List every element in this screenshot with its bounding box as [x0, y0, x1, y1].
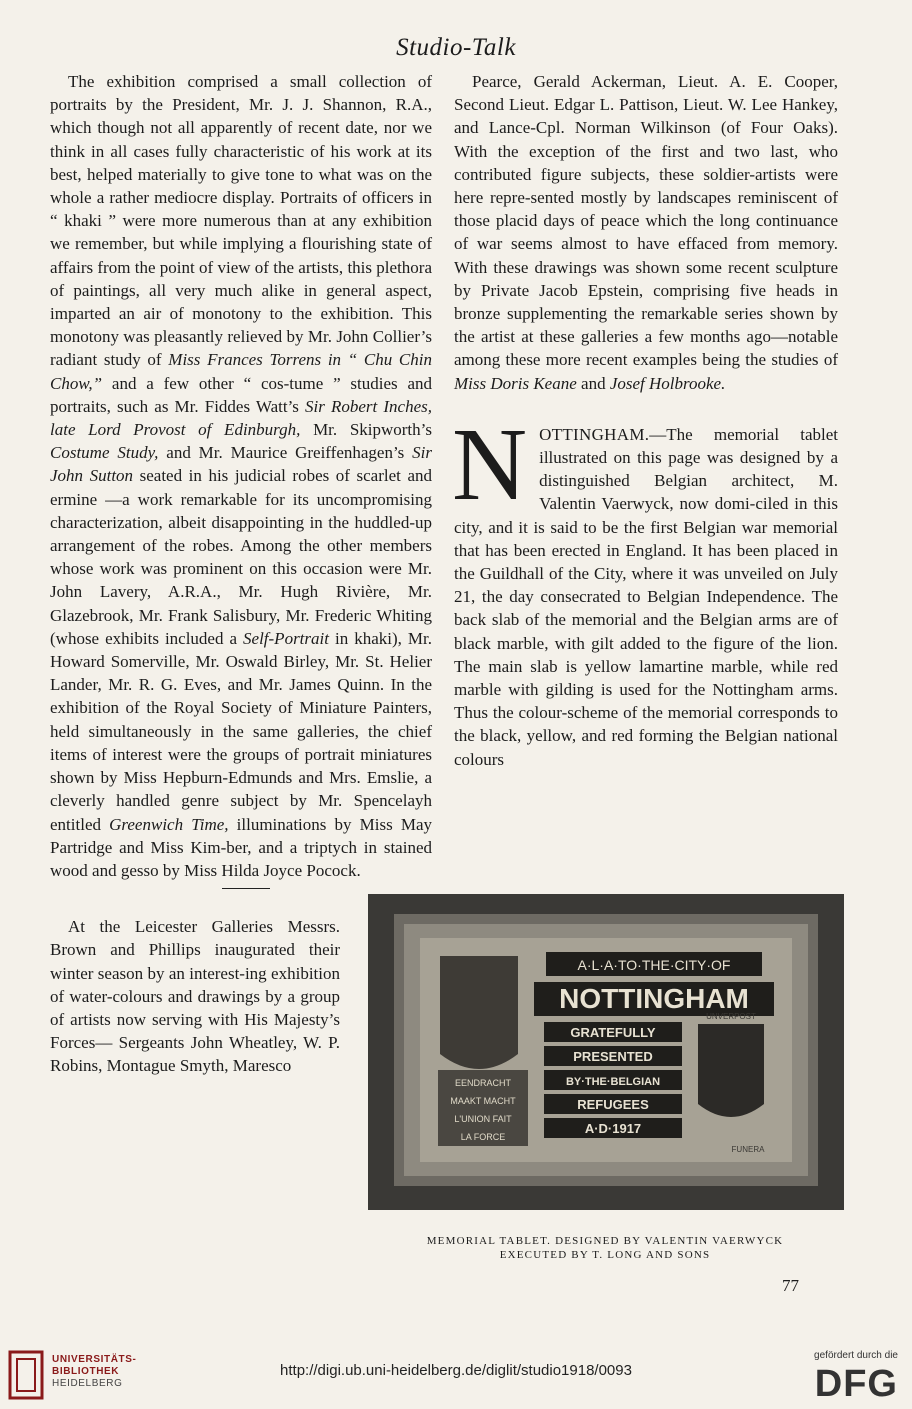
left-paragraph-1 — [50, 70, 432, 882]
page-number: 77 — [782, 1276, 799, 1295]
running-head: Studio-Talk — [396, 34, 516, 61]
source-url-link[interactable]: http://digi.ub.uni-heidelberg.de/diglit/studio1918/0093 — [280, 1362, 632, 1379]
tablet-text: FUNERA — [731, 1145, 765, 1154]
right-paragraph-2 — [452, 406, 838, 771]
text-run: illuminations by Miss May Partridge and Miss Kim-ber, and a triptych in stained wood and gesso by Miss Hilda Joyce Pocock. — [50, 814, 432, 880]
tablet-text: BY·THE·BELGIAN — [565, 1076, 661, 1088]
text-run: Pearce, Gerald Ackerman, Lieut. A. E. Cooper, Second Lieut. Edgar L. Pattison, Lieut. W. Lee Hankey, and Lance-Cpl. Norman Wilkinson (of Four Oaks). With the exception of the first and two last, who contributed figure subjects, these soldier-artists were here repre-sented mostly by landscapes reminiscent of those placid days of peace which the long continuance of war seems almost to have effaced from memory. With these drawings was shown some recent sculpture by Private Jacob Epstein, comprising five heads in bronze supplementing the remarkable series shown by the artist at these galleries a few months ago—notable among these more recent examples being the studies of — [454, 72, 838, 370]
text-run: seated in his judicial robes of scarlet and ermine —a work remarkable for its uncompromising characterization, albeit disappointing in the huddled-up arrangement of the robes. Among the other members whose work was prominent on this occasion were Mr. John Lavery, A.R.A., Mr. Hugh Rivière, Mr. Glazebrook, Mr. Frank Salisbury, Mr. Frederic Whiting (whose exhibits included a — [50, 466, 432, 648]
tablet-text: PRESENTED — [573, 1049, 653, 1064]
tablet-text: NOTTINGHAM — [559, 983, 749, 1014]
tablet-text: GRATEFULLY — [570, 1025, 656, 1040]
caption-line: EXECUTED BY T. LONG AND SONS — [499, 1249, 711, 1261]
text-run: and a few other “ cos-tume ” studies and portraits, such as Mr. Fiddes Watt’s — [50, 373, 432, 416]
funder-logo: DFG — [814, 1363, 898, 1405]
text-run: and — [576, 373, 610, 393]
artwork-title: Miss Frances Torrens in “ Chu Chin Chow,” — [50, 350, 432, 393]
tablet-text: A·L·A·TO·THE·CITY·OF — [577, 957, 731, 973]
right-paragraph-1 — [454, 70, 838, 395]
library-name-line: BIBLIOTHEK — [52, 1366, 120, 1377]
belgian-arms-shield-icon — [698, 1024, 764, 1117]
tablet-text: MAAKT MACHT — [450, 1096, 516, 1106]
funder-note: gefördert durch die — [814, 1350, 898, 1361]
text-run: —The memorial tablet illustrated on this page was designed by a distinguished Belgian architect, M. Valentin Vaerwyck, now domi-ciled in this city, and it is said to be the first Belgian war memorial that has been erected in England. It has been placed in the Guildhall of the City, where it was unveiled on July 21, the day consecrated to Belgian Independence. The back slab of the memorial and the Belgian arms are of black marble, with gilt added to the figure of the lion. The main slab is yellow lamartine marble, while red marble with gilding is used for the Nottingham arms. Thus the colour-scheme of the memorial corresponds to the black, yellow, and red forming the Belgian national colours — [454, 424, 838, 769]
tablet-text: A·D·1917 — [584, 1121, 642, 1136]
digitization-footer — [0, 1342, 912, 1409]
tablet-text: UNVERPOST — [706, 1012, 756, 1021]
memorial-tablet-photo — [368, 894, 844, 1210]
nottingham-arms-shield-icon — [440, 956, 518, 1069]
library-name-line: UNIVERSITÄTS- — [52, 1354, 137, 1365]
tablet-text: REFUGEES — [577, 1097, 649, 1112]
artwork-title: Sir Robert Inches, late Lord Provost of Edinburgh, — [50, 396, 432, 440]
artwork-title: Sir John Sutton — [50, 443, 432, 486]
text-run: and Mr. Maurice Greiffenhagen’s — [158, 443, 413, 463]
tablet-text: L'UNION FAIT — [454, 1114, 512, 1124]
drop-cap: N — [452, 406, 528, 522]
text-run: in khaki), Mr. Howard Somerville, Mr. Oswald Birley, Mr. St. Helier Lander, Mr. R. G. Eves, and Mr. James Quinn. In the exhibition of the Royal Society of Miniature Painters, held simultaneously in the same galleries, the chief items of interest were the groups of portrait miniatures shown by Miss Hepburn-Edmunds and Mrs. Emslie, a cleverly handled genre subject by Mr. Spencelayh entitled — [50, 628, 432, 834]
caption-line: MEMORIAL TABLET. DESIGNED BY VALENTIN VAERWYCK — [426, 1235, 784, 1247]
right-column — [454, 70, 838, 771]
tablet-text: EENDRACHT — [454, 1078, 512, 1088]
artwork-title: Greenwich Time, — [109, 814, 229, 834]
figure-caption — [380, 1234, 830, 1262]
section-divider — [222, 888, 270, 889]
left-paragraph-2: At the Leicester Galleries Messrs. Brown and Phillips inaugurated their winter season by an interest-ing exhibition of water-colours and drawings by a group of artists now serving with His Majesty’s Forces— Sergeants John Wheatley, W. P. Robins, Montague Smyth, Maresco — [50, 917, 340, 1076]
text-run: The exhibition comprised a small collection of portraits by the President, Mr. J. J. Shannon, R.A., which though not all apparently of recent date, nor we think in all cases fully characteristic of his work at its best, helped materially to give tone to what was on the whole a rather mediocre display. Portraits of officers in “ khaki ” were more numerous than at any exhibition we remember, but while implying a flourishing state of affairs from the point of view of the artists, this plethora of paintings, all very much alike in general aspect, imparted an air of monotony to the exhibition. This monotony was pleasantly relieved by Mr. John Collier’s radiant study of — [50, 72, 432, 370]
artwork-title: Miss Doris Keane — [454, 373, 577, 393]
library-name-line: HEIDELBERG — [52, 1378, 123, 1389]
tablet-text: LA FORCE — [460, 1132, 506, 1142]
memorial-tablet-illustration — [368, 894, 844, 1210]
artwork-title: Josef Holbrooke. — [609, 373, 726, 393]
section-lead: OTTINGHAM. — [539, 424, 650, 444]
artwork-title: Self-Portrait — [243, 628, 329, 648]
artwork-title: Costume Study, — [50, 443, 159, 463]
text-run: Mr. Skipworth’s — [300, 420, 432, 440]
